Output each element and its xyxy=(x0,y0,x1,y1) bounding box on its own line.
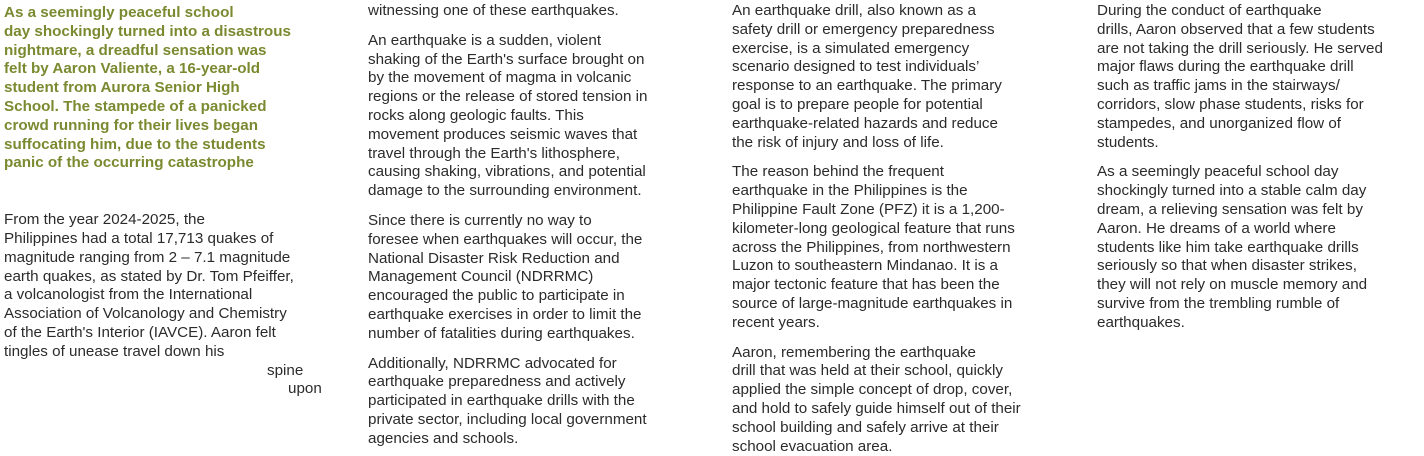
body-paragraph: Since there is currently no way to foresee when earthquakes will occur, the National Disaster Risk Reduction and Management Council (NDRRMC) encouraged the public to participate in earthquake exercises in order to limit the number of fatalities during earthquakes. xyxy=(368,211,643,342)
body-paragraph: Additionally, NDRRMC advocated for earthquake preparedness and actively participated in earthquake drills with the private sector, including local government agencies and schools. xyxy=(368,354,647,447)
body-paragraph: Aaron, remembering the earthquake drill that was held at their school, quickly applied the simple concept of drop, cover, and hold to safely guide himself out of their school building and safely arrive at their school evacuation area. xyxy=(732,343,1021,455)
body-paragraph: An earthquake is a sudden, violent shaking of the Earth's surface brought on by the movement of magma in volcanic regions or the release of stored tension in rocks along geologic faults. This movement produces seismic waves that travel through the Earth's lithosphere, causing shaking, vibrations, and potential damage to the surrounding environment. xyxy=(368,31,648,200)
body-text-fragment: upon xyxy=(288,380,322,398)
body-paragraph: As a seemingly peaceful school day shockingly turned into a stable calm day dream, a relieving sensation was felt by Aaron. He dreams of a world where students like him take earthquake drills seriously so that when disaster strikes, they will not rely on muscle memory and survive from the trembling rumble of earthquakes. xyxy=(1097,163,1368,331)
body-paragraph: An earthquake drill, also known as a safety drill or emergency preparedness exercise, is a simulated emergency scenario designed to test individuals’ response to an earthquake. The primary goal is to prepare people for potential earthquake-related hazards and reduce the risk of injury and loss of life. xyxy=(732,2,1002,151)
body-paragraph: During the conduct of earthquake drills, Aaron observed that a few students are not taking the drill seriously. He served major flaws during the earthquake drill such as traffic jams in the stairways/ corridors, slow phase students, risks for stampedes, and unorganized flow of students. xyxy=(1097,2,1383,151)
body-paragraph: witnessing one of these earthquakes. xyxy=(368,2,619,19)
column-4 xyxy=(1097,0,1422,333)
column-1 xyxy=(4,0,340,399)
column-3 xyxy=(732,0,1072,456)
body-text-fragment: spine xyxy=(267,361,304,379)
lede-paragraph: As a seemingly peaceful school day shockingly turned into a disastrous nightmare, a dreadful sensation was felt by Aaron Valiente, a 16-year-old student from Aurora Senior High School. The stampede of a panicked crowd running for their lives began suffocating him, due to the students panic of the occurring catastrophe xyxy=(4,4,291,172)
column-2 xyxy=(368,0,703,449)
body-paragraph: From the year 2024-2025, the Philippines had a total 17,713 quakes of magnitude ranging from 2 – 7.1 magnitude earth quakes, as stated by Dr. Tom Pfeiffer, a volcanologist from the International Association of Volcanology and Chemistry of the Earth's Interior (IAVCE). Aaron felt tingles of unease travel down his xyxy=(4,211,294,360)
body-paragraph: The reason behind the frequent earthquake in the Philippines is the Philippine Fault Zone (PFZ) it is a 1,200- kilometer-long geological feature that runs across the Philippines, from northwestern Luzon to southeastern Mindanao. It is a major tectonic feature that has been the source of large-magnitude earthquakes in recent years. xyxy=(732,163,1015,331)
